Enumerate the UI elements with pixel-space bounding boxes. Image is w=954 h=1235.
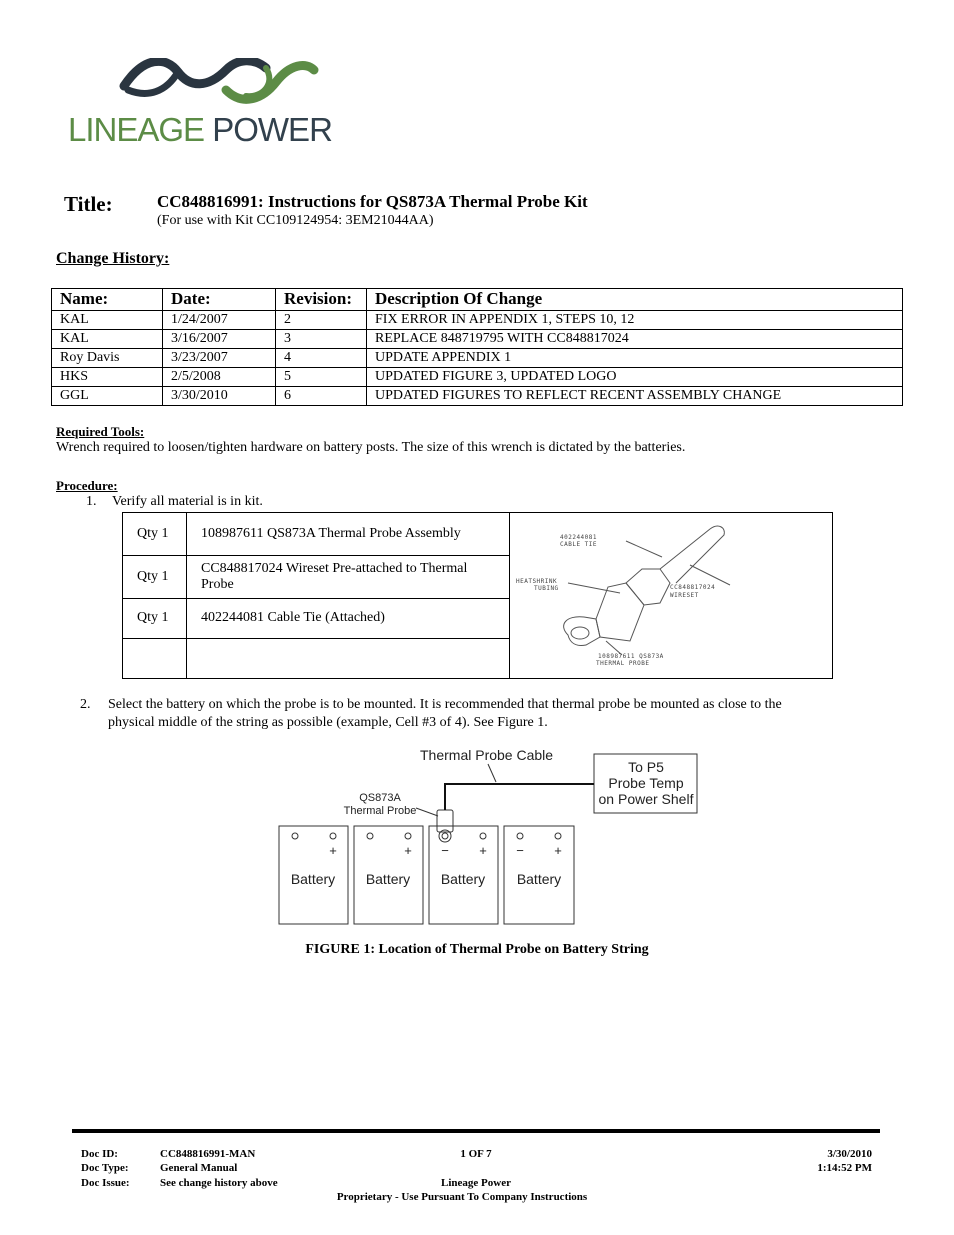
required-tools-text: Wrench required to loosen/tighten hardware on battery posts. The size of this wrench is dictated by the batteries.: [56, 440, 686, 455]
doc-type-value: General Manual: [160, 1162, 238, 1174]
footer-divider: [72, 1129, 880, 1133]
kit-qty: [123, 638, 187, 678]
battery-3-minus: −: [441, 843, 449, 858]
cell-name: GGL: [52, 387, 163, 406]
table-row: [52, 349, 903, 368]
probe-ring-hole: [571, 627, 589, 639]
step-2-line-2: physical middle of the string as possible (example, Cell #3 of 4). See Figure 1.: [108, 715, 548, 730]
cell-description: UPDATE APPENDIX 1: [367, 349, 903, 368]
logo-swoosh-dark: [124, 61, 266, 86]
kit-qty: Qty 1: [123, 513, 187, 556]
cell-revision: 3: [276, 330, 367, 349]
label-cable-tie-2: CABLE TIE: [560, 541, 598, 548]
footer-time: 1:14:52 PM: [817, 1162, 872, 1174]
cell-revision: 5: [276, 368, 367, 387]
cell-name: HKS: [52, 368, 163, 387]
cell-revision: 2: [276, 311, 367, 330]
step-1-text: Verify all material is in kit.: [112, 494, 263, 509]
battery-4-plus: +: [554, 843, 562, 858]
change-history-table: [51, 288, 903, 406]
cell-description: REPLACE 848719795 WITH CC848817024: [367, 330, 903, 349]
figure-1-caption: FIGURE 1: Location of Thermal Probe on Battery String: [305, 942, 649, 957]
cell-date: 3/23/2007: [163, 349, 276, 368]
thermal-probe-body: [437, 810, 453, 832]
label-heatshrink-2: TUBING: [534, 585, 559, 592]
battery-1-plus: +: [329, 843, 337, 858]
battery-3-plus: +: [479, 843, 487, 858]
doc-type-label: Doc Type:: [81, 1162, 129, 1174]
footer-company: Lineage Power: [441, 1177, 511, 1189]
table-row: [52, 311, 903, 330]
cell-date: 1/24/2007: [163, 311, 276, 330]
cable-leader-line: [488, 764, 496, 782]
wireset-cable: [660, 526, 724, 583]
probe-ring-terminal: [564, 617, 600, 646]
required-tools-heading: Required Tools:: [56, 424, 145, 439]
step-1-number: 1.: [86, 494, 97, 509]
probe-body: [596, 583, 644, 641]
cell-description: FIX ERROR IN APPENDIX 1, STEPS 10, 12: [367, 311, 903, 330]
kit-qty: Qty 1: [123, 598, 187, 638]
col-header-revision: Revision:: [276, 289, 367, 311]
doc-id-label: Doc ID:: [81, 1148, 118, 1160]
step-2-line-1: Select the battery on which the probe is to be mounted. It is recommended that thermal probe be mounted as close to the: [108, 697, 782, 712]
col-header-date: Date:: [163, 289, 276, 311]
kit-row: [123, 513, 833, 556]
doc-issue-value: See change history above: [160, 1177, 278, 1189]
cell-revision: 4: [276, 349, 367, 368]
heatshrink-tubing: [626, 569, 670, 605]
logo-swoosh-green-2: [246, 68, 269, 96]
logo-wordmark: [68, 113, 332, 146]
table-row: [52, 387, 903, 406]
col-header-name: Name:: [52, 289, 163, 311]
kit-contents-table: [122, 512, 833, 679]
logo-word-power: POWER: [212, 111, 332, 148]
table-header-row: [52, 289, 903, 311]
cell-description: UPDATED FIGURES TO REFLECT RECENT ASSEMBLY CHANGE: [367, 387, 903, 406]
step-2-number: 2.: [80, 697, 91, 712]
cell-name: Roy Davis: [52, 349, 163, 368]
kit-desc: 402244081 Cable Tie (Attached): [187, 598, 510, 638]
probe-leader-line: [416, 808, 438, 816]
page-number: 1 OF 7: [460, 1148, 492, 1160]
kit-qty: Qty 1: [123, 556, 187, 598]
logo-word-lineage: LINEAGE: [68, 111, 205, 148]
battery-4-minus: −: [516, 843, 524, 858]
probe-drawing-cell: [510, 513, 833, 679]
kit-desc: [187, 638, 510, 678]
doc-id-value: CC848816991-MAN: [160, 1148, 256, 1160]
battery-1-label: Battery: [290, 871, 336, 887]
kit-desc: 108987611 QS873A Thermal Probe Assembly: [187, 513, 510, 556]
battery-2-label: Battery: [365, 871, 411, 887]
document-subtitle: (For use with Kit CC109124954: 3EM21044AA): [157, 213, 434, 228]
label-cable-tie-1: 402244081: [560, 534, 598, 541]
battery-4-label: Battery: [516, 871, 562, 887]
label-probe-1: 108987611 QS873A: [598, 653, 664, 660]
kit-desc: CC848817024 Wireset Pre-attached to Thermal Probe: [187, 556, 510, 598]
cell-date: 2/5/2008: [163, 368, 276, 387]
title-label: Title:: [64, 192, 113, 216]
table-row: [52, 368, 903, 387]
box-line-2: Probe Temp: [608, 775, 684, 791]
box-line-3: on Power Shelf: [598, 791, 694, 807]
label-wireset-2: WIRESET: [670, 592, 699, 599]
label-heatshrink-1: HEATSHRINK: [516, 578, 558, 585]
footer-proprietary: Proprietary - Use Pursuant To Company Instructions: [336, 1191, 588, 1203]
probe-label-1: QS873A: [359, 792, 401, 804]
col-header-description: Description Of Change: [367, 289, 903, 311]
cell-revision: 6: [276, 387, 367, 406]
probe-label-2: Thermal Probe: [343, 805, 417, 817]
label-probe-2: THERMAL PROBE: [596, 660, 650, 667]
figure-1-battery-string: [270, 742, 710, 927]
thermal-probe-cable-label: Thermal Probe Cable: [420, 747, 554, 763]
probe-cable-line: [445, 784, 594, 810]
change-history-heading: Change History:: [56, 250, 170, 267]
battery-3-label: Battery: [440, 871, 486, 887]
probe-assembly-drawing: [510, 513, 832, 678]
table-row: [52, 330, 903, 349]
box-line-1: To P5: [628, 759, 664, 775]
cell-name: KAL: [52, 311, 163, 330]
doc-issue-label: Doc Issue:: [81, 1177, 130, 1189]
cell-description: UPDATED FIGURE 3, UPDATED LOGO: [367, 368, 903, 387]
cell-name: KAL: [52, 330, 163, 349]
footer-date: 3/30/2010: [827, 1148, 872, 1160]
procedure-heading: Procedure:: [56, 478, 118, 493]
cell-date: 3/30/2010: [163, 387, 276, 406]
label-wireset-1: CC848817024: [670, 584, 716, 591]
battery-2-plus: +: [404, 843, 412, 858]
document-title: CC848816991: Instructions for QS873A Thermal Probe Kit: [157, 192, 588, 211]
cell-date: 3/16/2007: [163, 330, 276, 349]
